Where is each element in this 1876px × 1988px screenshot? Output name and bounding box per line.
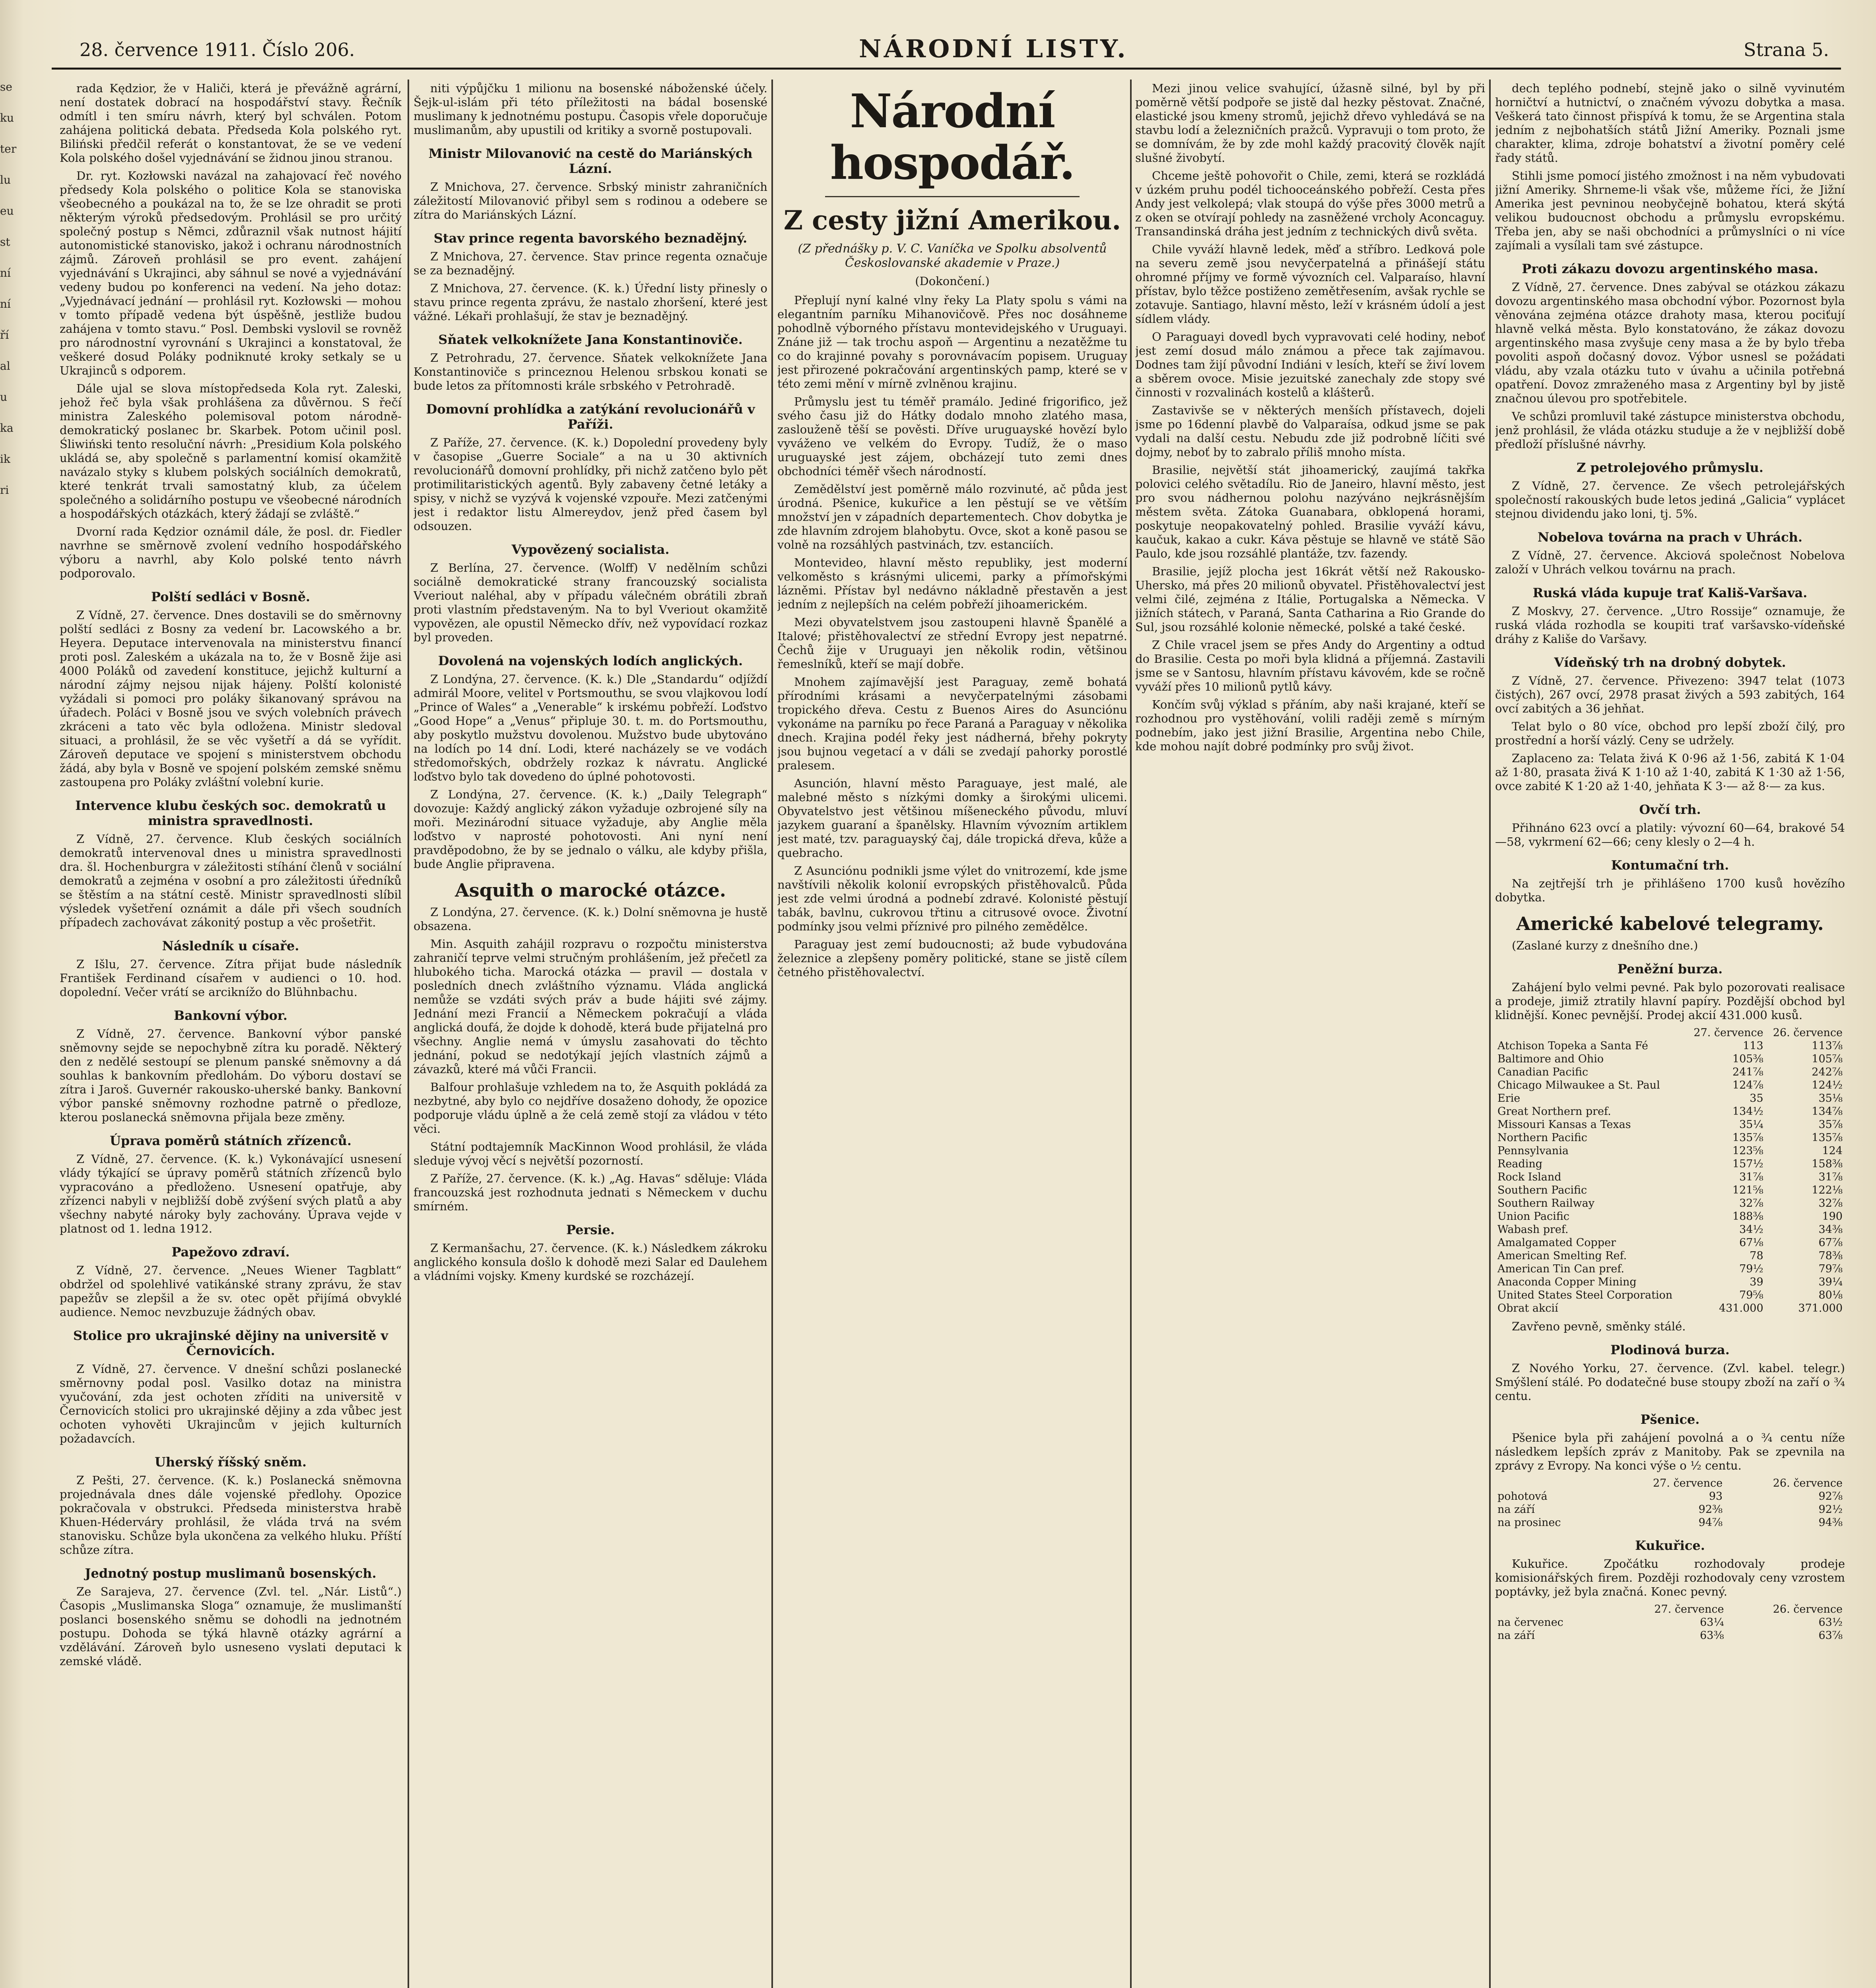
table-cell: Southern Pacific [1497, 1184, 1587, 1196]
table-cell: 113 [1743, 1040, 1763, 1052]
table-cell: 124 [1822, 1145, 1843, 1157]
table-cell: 241⅞ [1732, 1066, 1763, 1078]
section-heading: Plodinová burza. [1610, 1342, 1730, 1357]
paragraph: dech teplého podnebí, stejně jako o silně vyvinutém horničtví a hutnictví, o značném vývozu dobytka a masa. Veškerá tato činnost přispívá k tomu, že se Argentina stala jedním z nejbohatších států Jižní Ameriky. Poznali jsme charakter, klima, zdroje bohatství a životní poměry celé řady států. [1495, 82, 1845, 165]
column-4 [1135, 82, 1485, 1988]
table-cell: Obrat akcií [1497, 1302, 1558, 1314]
table-header: 27. července [1654, 1603, 1724, 1615]
paragraph: Zastavivše se v některých menších přístavech, dojeli jsme po 16denní plavbě do Valparaísa, odkud jsme se pak vydali na další cestu. Nebudu zde již podrobně líčiti své dojmy, neboť by to zabralo příliš mnoho místa. [1135, 404, 1485, 459]
section-heading: Uherský říšský sněm. [155, 1454, 307, 1470]
column-rule [771, 80, 773, 1988]
section-heading: Vídeňský trh na drobný dobytek. [1554, 655, 1786, 670]
table-row [1495, 1171, 1845, 1184]
table-cell: 67⅛ [1739, 1237, 1763, 1249]
edge-fragment: ik [0, 452, 10, 466]
edge-fragment: ri [0, 483, 9, 497]
edge-fragment: ku [0, 111, 14, 124]
column-rule [1130, 80, 1132, 1988]
paragraph: Paraguay jest zemí budoucnosti; až bude vybudována železnice a zlepšeny poměry politické, stane se jistě cílem četného přistěhovalectví. [777, 938, 1127, 979]
table-header: 26. července [1773, 1027, 1843, 1039]
table-cell: United States Steel Corporation [1497, 1289, 1673, 1301]
table-cell: Pennsylvania [1497, 1145, 1569, 1157]
paragraph: Z Išlu, 27. července. Zítra přijat bude následník František Ferdinand císařem v audienci o 10. hod. dopolední. Večer vrátí se arciknížo do Blühnbachu. [60, 957, 402, 999]
masthead: NÁRODNÍ LISTY. [859, 34, 1128, 63]
table-cell: Canadian Pacific [1497, 1066, 1589, 1078]
table-row [1495, 1066, 1845, 1079]
section-heading: Vypovězený socialista. [511, 542, 670, 557]
edge-fragment: ří [0, 328, 9, 342]
edge-fragment: al [0, 359, 10, 373]
paragraph: Z Vídně, 27. července. Klub českých sociálních demokratů intervenoval dnes u ministra spravedlnosti dra. šl. Hochenburgra v záležitosti stíhání členů v sociální demokratů a zejména v osobní a pro záležitosti úředníků se štěstím a na státní cestě. Ministr spravedlnosti slíbil výsledek vyšetření oznámit a dále při všech soudních případech zachovávat zákonitý postup a věc prošetřit. [60, 832, 402, 929]
table-row [1495, 1223, 1845, 1236]
paragraph: Z Paříže, 27. července. (K. k.) Dopolední provedeny byly v časopise „Guerre Sociale“ a na u 30 aktivních revolucionářů domovní prohlídky, při nichž zatčeno bylo pět protimilitaristických agentů. Byly zabaveny četné letáky a spisy, v nichž se vyzývá k vojenské vzpouře. Mezi zatčenými jest i redaktor listu Almereydov, jenž před časem byl odsouzen. [414, 436, 767, 533]
edge-fragment: ní [0, 266, 11, 280]
table-cell: 31⅞ [1739, 1171, 1763, 1183]
column-rule [1489, 80, 1491, 1988]
paragraph: Balfour prohlašuje vzhledem na to, že Asquith pokládá za nezbytné, aby bylo co nejdříve dosaženo dohody, že opozice podporuje vládu úplně a že celá země stojí za vládou v této věci. [414, 1080, 767, 1136]
table-row [1495, 1276, 1845, 1289]
paragraph: Brasilie, jejíž plocha jest 16krát větší než Rakousko-Uhersko, má přes 20 milionů obyvatel. Přistěhovalectví jest velmi čilé, zejména z Itálie, Portugalska a Německa. V jižních státech, v Paraná, Santa Catharina a Rio Grande do Sul, jsou rozsáhlé kolonie německé, polské a také české. [1135, 565, 1485, 634]
table-header: 26. července [1773, 1477, 1843, 1489]
table-header: 27. července [1653, 1477, 1723, 1489]
table-row [1495, 1184, 1845, 1197]
paragraph: Dr. ryt. Kozłowski navázal na zahajovací řeč nového předsedy Kola polského o politice Kola se stanoviska všeobecného a poukázal na to, že se lze ohradit se proti některým výroků předsedovým. Prohlásil se pro určitý společný postup s Němci, zdůraznil však nutnost hájití autonomistické stanovisko, jakož i ochranu národnostních zájmů. Zároveň prohlásil se pro event. zahájení vyjednávání s Ukrajinci, aby sáhnul se nové a vyjednávání vedeny budou po konferenci na vedení. Na jeho dotaz: „Vyjednávací jednání — prohlásil ryt. Kozłowski — mohou v tomto případě vedena být úspěšně, jestliže budou zahájena v tomto stavu.“ Posl. Dembski vyslovil se rovněž pro národnostní vyrovnání s Ukrajinci a konstatoval, že veškeré dosud Poláky podniknuté kroky setkaly se u Ukrajinců s odporem. [60, 169, 402, 377]
paragraph: Končím svůj výklad s přáním, aby naši krajané, kteří se rozhodnou pro vystěhování, volili raději země s mírným podnebím, jako jest jižní Brasilie, Argentina nebo Chile, kde mohou najít dobré podmínky pro svůj život. [1135, 698, 1485, 753]
table-cell: 121⅝ [1732, 1184, 1763, 1196]
table-cell: Erie [1497, 1092, 1521, 1105]
paragraph: Státní podtajemník MacKinnon Wood prohlásil, že vláda sleduje vývoj věcí s největší pozorností. [414, 1140, 767, 1167]
quote-table [1495, 1477, 1845, 1529]
paragraph: Z Londýna, 27. července. (K. k.) Dle „Standardu“ odjíždí admirál Moore, velitel v Portsmouthu, se svou vlajkovou lodí „Prince of Wales“ a „Venerable“ k irskému pobřeží. Loďstvo „Good Hope“ a „Venus“ připluje 30. t. m. do Portsmouthu, aby poskytlo mužstvu dovolenou. Mužstvo bude ubytováno na lodích po 14 dní. Lodi, které nacházely se ve vodách středomořských, obdržely rozkaz k návratu. Anglické loďstvo bylo tak dovedeno do úplné pohotovosti. [414, 672, 767, 783]
paragraph: Z Mnichova, 27. července. (K. k.) Úřední listy přinesly o stavu prince regenta zprávu, že nastalo zhoršení, které jest vážné. Lékaři prohlašují, že stav je beznadějný. [414, 282, 767, 323]
page-number: Strana 5. [1744, 39, 1829, 60]
table-row [1495, 1629, 1845, 1642]
table-cell: 34⅜ [1818, 1223, 1843, 1236]
table-cell: 78⅜ [1818, 1250, 1843, 1262]
edge-fragment: ní [0, 297, 11, 311]
paragraph: Z Londýna, 27. července. (K. k.) „Daily Telegraph“ dovozuje: Každý anglický zákon vyžaduje ozbrojené síly na moři. Mezinárodní situace vyžaduje, aby Anglie měla loďstvo v naprosté pohotovosti. Ani nyní není pravděpodobno, že by se jednalo o válku, ale kdyby přišla, bude Anglie připravena. [414, 788, 767, 871]
paragraph: Z Vídně, 27. července. „Neues Wiener Tagblatt“ obdržel od spolehlivé vatikánské strany zprávu, že stav papežův se zlepšil a že sv. otec opět přijímá obvyklé audience. Nemoc nevzbuzuje žádných obav. [60, 1264, 402, 1319]
section-heading: Úprava poměrů státních zřízenců. [109, 1133, 352, 1148]
table-row [1495, 1490, 1845, 1503]
table-cell: 31⅞ [1818, 1171, 1843, 1183]
paragraph: Z Petrohradu, 27. července. Sňatek velkoknížete Jana Konstantinoviče s princeznou Helenou srbskou konati se bude letos za přítomnosti krále srbského v Petrohradě. [414, 351, 767, 392]
table-cell: 63⅞ [1818, 1629, 1843, 1642]
table-cell: 190 [1822, 1210, 1843, 1223]
paragraph: Ve schůzi promluvil také zástupce ministerstva obchodu, jenž prohlásil, že vláda otázku studuje a že v nejbližší době předloží příslušné návrhy. [1495, 410, 1845, 451]
table-cell: Anaconda Copper Mining [1497, 1276, 1637, 1288]
section-heading: Stav prince regenta bavorského beznadějný. [433, 231, 748, 246]
section-heading: Jednotný postup muslimanů bosenských. [85, 1566, 377, 1581]
paragraph: Zahájení bylo velmi pevné. Pak bylo pozorovati realisace a prodeje, jimiž ztratily hlavní papíry. Pozdější obchod byl klidnější. Konec pevnější. Prodej akcií 431.000 kusů. [1495, 980, 1845, 1022]
table-cell: 79⅝ [1739, 1289, 1763, 1301]
table-row [1495, 1105, 1845, 1118]
table-cell: 135⅞ [1732, 1132, 1763, 1144]
table-cell: Union Pacific [1497, 1210, 1569, 1223]
paragraph: Dále ujal se slova místopředseda Kola ryt. Zaleski, jehož řeč byla však prohlášena za důvěrnou. S řečí ministra Zaleského polemisoval potom národně-demokratický poslanec br. Skarbek. Potom učinil posl. Śliwiński tento resoluční návrh: „Presidium Kola polského ukládá se, aby společně s parlamentní komisí okamžitě navázalo styky s klubem polských sociálních demokratů, které tenkrát trvali samostatný klub, za účelem společného a solidárního postupu ve všeobecné národních a hospodářských otázkách, který žádají se zvláště.“ [60, 382, 402, 520]
paragraph: Z Mnichova, 27. července. Srbský ministr zahraničních záležitostí Milovanović přibyl sem s rodinou a odebere se zítra do Mariánských Lázní. [414, 180, 767, 221]
date-issue: 28. července 1911. Číslo 206. [80, 39, 355, 60]
table-row [1495, 1092, 1845, 1105]
page-header [52, 32, 1841, 70]
column-3 [777, 82, 1127, 1988]
table-cell: Wabash pref. [1497, 1223, 1569, 1236]
paragraph: Z Vídně, 27. července. (K. k.) Vykonávající usnesení vlády týkající se úpravy poměrů státních zřízenců bylo vypracováno a předloženo. Usnesení opatřuje, aby zřízenci nabyli v nejbližší době zvýšení svých platů a aby všechny nabyté nároky byly zachovány. Úprava vejde v platnost od 1. ledna 1912. [60, 1152, 402, 1235]
section-title: Národní hospodář. [830, 84, 1075, 190]
table-header: 27. července [1693, 1027, 1763, 1039]
edge-fragment: ka [0, 421, 14, 435]
table-cell: 78 [1750, 1250, 1763, 1262]
section-heading: Pšenice. [1640, 1412, 1700, 1427]
paragraph: Z Berlína, 27. července. (Wolff) V nedělním schůzi sociálně demokratické strany francouzský socialista Vveriout naléhal, aby v případu válečném obrátili zbraň proti vlastním představeným. Na to byl Vveriout okamžitě vypovězen, ale opustil Německo dřív, než vypovídací rozkaz byl proveden. [414, 561, 767, 644]
column-1 [60, 82, 402, 1988]
table-row [1495, 1157, 1845, 1171]
edge-fragment: u [0, 390, 8, 404]
edge-fragment: st [0, 235, 10, 248]
paragraph: Z Vídně, 27. července. Ze všech petrolejářských společností rakouských bude letos jediná „Galicia“ vyplácet stejnou dividendu jako loni, tj. 5%. [1495, 479, 1845, 520]
table-cell: 124½ [1812, 1079, 1843, 1091]
column-5 [1495, 82, 1845, 1988]
section-heading: Nobelova továrna na prach v Uhrách. [1537, 530, 1803, 545]
paragraph: Z Vídně, 27. července. Přivezeno: 3947 telat (1073 čistých), 267 ovcí, 2978 prasat živých a 593 zabitých, 164 ovcí zabitých a 36 jehňat. [1495, 674, 1845, 715]
table-header [1495, 1603, 1608, 1616]
table-row [1495, 1079, 1845, 1092]
table-cell: 35¼ [1739, 1118, 1763, 1131]
table-cell: Missouri Kansas a Texas [1497, 1118, 1631, 1131]
table-cell: na prosinec [1497, 1516, 1561, 1529]
table-cell: Chicago Milwaukee a St. Paul [1497, 1079, 1660, 1091]
quote-table [1495, 1603, 1845, 1642]
section-heading: Asquith o marocké otázce. [455, 879, 726, 901]
paragraph: Ze Sarajeva, 27. července (Zvl. tel. „Nár. Listů“.) Časopis „Muslimanska Sloga“ oznamuje, že muslimanští poslanci bosenského sněmu se dohodli na jednotném postupu. Dohoda se týká hlavně otázky agrární a vzdělávání. Zároveň bylo usneseno vyslati deputaci k zemské vládě. [60, 1585, 402, 1668]
table-cell: pohotová [1497, 1490, 1548, 1503]
paragraph: Přihnáno 623 ovcí a platily: vývozní 60—64, brakové 54—58, vykrmení 62—66; ceny klesly o 2—4 h. [1495, 821, 1845, 848]
article-body [777, 293, 1127, 979]
table-cell: Reading [1497, 1158, 1542, 1170]
table-cell: 158⅜ [1812, 1158, 1843, 1170]
table-cell: 32⅞ [1818, 1197, 1843, 1209]
table-cell: 134½ [1732, 1105, 1763, 1118]
paragraph: Zaplaceno za: Telata živá K 0·96 až 1·56, zabitá K 1·04 až 1·80, prasata živá K 1·10 až 1·40, zabitá K 1·30 až 1·56, ovce zabité K 1·20 až 1·40, jehňata K 3·— až 8·— za kus. [1495, 751, 1845, 793]
paragraph: Min. Asquith zahájil rozpravu o rozpočtu ministerstva zahraničí teprve velmi stručným prohlášením, jež přečetl za hlubokého ticha. Marocká otázka — pravil — dostala v posledních dnech zvláštního významu. Vláda anglická nemůže se vzdáti svých práv a bude hájiti své zájmy. Jednání mezi Francií a Německem pokračují a vláda anglická doufá, že dojde k dohodě, která bude přijatelná pro všechny. Anglie nemá v úmyslu zasahovati do těchto jednání, pokud se nedotýkají jejích vlastních zájmů a závazků, které má vůči Francii. [414, 937, 767, 1076]
table-cell: American Tin Can pref. [1497, 1263, 1624, 1275]
article-byline: (Z přednášky p. V. C. Vaníčka ve Spolku absolventů Českoslovanské akademie v Praze.) [798, 242, 1107, 270]
table-header: 26. července [1773, 1603, 1843, 1615]
table-cell: 92⅜ [1698, 1503, 1723, 1516]
paragraph: Z Vídně, 27. července. V dnešní schůzi poslanecké směrnovny podal posl. Vasilko dotaz na ministra vyučování, zda jest ochoten zříditi na universitě v Černovicích stolici pro ukrajinské dějiny a zda vůbec jest ochoten vyhověti Ukrajincům v jejich kulturních požadavcích. [60, 1362, 402, 1445]
paragraph: Mnohem zajímavější jest Paraguay, země bohatá přírodními krásami a nevyčerpatelnými zásobami tropického dřeva. Cestu z Buenos Aires do Asunciónu vykonáme na parníku po řece Paraná a Paraguay v několika dnech. Krajina podél řeky jest nádherná, břehy pokryty jsou bujnou vegetací a v dáli se zvedají pahorky porostlé pralesem. [777, 675, 1127, 772]
paragraph: O Paraguayi dovedl bych vypravovati celé hodiny, neboť jest zemí dosud málo známou a přece tak zajímavou. Dodnes tam žijí původní Indiáni v lesích, kteří se živí lovem a sběrem ovoce. Misie jezuitské zanechaly zde stopy své činnosti v rozvalinách kostelů a klášterů. [1135, 330, 1485, 399]
paragraph: Mezi jinou velice svahující, úžasně silné, byl by při poměrně větší podpoře se jistě dal hezky pěstovat. Značné, elastické jsou kmeny stromů, jejichž dřevo vyhledává se na stavbu lodí a železničních pražců. Vypravuji o tom proto, že se domnívám, že by zde mohl každý pracovitý člověk najít slušné živobytí. [1135, 82, 1485, 165]
section-heading: Kukuřice. [1635, 1538, 1705, 1553]
table-cell: 35⅛ [1818, 1092, 1843, 1105]
paragraph: niti výpůjčku 1 milionu na bosenské náboženské účely. Šejk-ul-islám při této příležitosti na bádal bosenské muslimany k jednotnému postupu. Časopis vřele doporučuje muslimanům, aby upustili od kritiky a svorně postupovali. [414, 82, 767, 137]
divider [825, 196, 1080, 197]
paragraph: Z Moskvy, 27. července. „Utro Rossije“ oznamuje, že ruská vláda rozhodla se koupiti trať varšavsko-vídeňské dráhy z Kališe do Varšavy. [1495, 604, 1845, 646]
edge-fragment: ter [0, 142, 17, 155]
table-row [1495, 1249, 1845, 1262]
section-heading: Ruská vláda kupuje trať Kališ-Varšava. [1532, 585, 1808, 600]
table-cell: Baltimore and Ohio [1497, 1053, 1604, 1065]
table-row [1495, 1289, 1845, 1302]
paragraph: Z Asunciónu podnikli jsme výlet do vnitrozemí, kde jsme navštívili několik kolonií evropských přistěhovalců. Půda jest zde velmi úrodná a podnebí zdravé. Kolonisté pěstují tabák, bavlnu, cukrovou třtinu a citrusové ovoce. Životní podmínky jsou velmi příznivé pro pilného zemědělce. [777, 864, 1127, 933]
section-heading: Z petrolejového průmyslu. [1577, 460, 1763, 475]
table-cell: 113⅞ [1812, 1040, 1843, 1052]
section-heading: Ministr Milovanović na cestě do Mariánských Lázní. [428, 146, 753, 176]
table-header [1495, 1477, 1605, 1490]
paragraph: Na zejtřejší trh je přihlášeno 1700 kusů hovězího dobytka. [1495, 877, 1845, 904]
table-cell: Rock Island [1497, 1171, 1561, 1183]
paragraph: Z Vídně, 27. července. Dnes dostavili se do směrnovny polští sedláci z Bosny za vedení br. Lacowského a br. Heyera. Deputace intervenovala na ministerstvu financí proti posl. Zaleském a ukázala na to, že v Bosně žije asi 4000 Poláků od zavedení konstituce, jejichž kulturní a národní zájmy nejsou nijak hájeny. Polští kolonisté vyžádali si pomoci pro poláky šikanovaný správou na úřadech. Poláci v Bosně jsou ve svých volebních právech zkráceni a tato věc byla odložena. Ministr sledoval situaci, a prohlásil, že se věc vyšetří a dá se vyřídit. Zároveň deputace ve spojení s ministerstvem obchodu žádá, aby byla v Bosně ve spojení polském zemské sněmu zastoupena pro Poláky zvláštní volební kurie. [60, 608, 402, 789]
paragraph: Průmyslu jest tu téměř pramálo. Jediné frigorifico, jež svého času již do Hátky dodalo mnoho zlatého masa, zaslouženě těší se pověsti. Dříve uruguayské hovězí bylo vyváženo ve velkém do Evropy. Tudíž, že o maso uruguayské jest zájem, obcházejí tuto zemi dnes obchodníci téměř všech národností. [777, 395, 1127, 478]
table-row [1495, 1039, 1845, 1052]
table-row [1495, 1144, 1845, 1157]
section-heading: Kontumační trh. [1611, 858, 1729, 873]
section-heading: Dovolená na vojenských lodích anglických. [438, 653, 743, 668]
table-row [1495, 1503, 1845, 1516]
market-note: Zavřeno pevně, směnky stálé. [1512, 1320, 1686, 1333]
table-cell: 63⅜ [1700, 1629, 1724, 1642]
paragraph: Z Chile vracel jsem se přes Andy do Argentiny a odtud do Brasilie. Cesta po moři byla klidná a příjemná. Zastavili jsme se v Santosu, hlavním přístavu kávovém, kde se ročně vyváží přes 10 milionů pytlů kávy. [1135, 638, 1485, 693]
paragraph: Z Pešti, 27. července. (K. k.) Poslanecká sněmovna projednávala dnes dále vojenské předlohy. Opozice pokračovala v obstrukci. Předseda ministerstva hrabě Khuen-Héderváry prohlásil, že vláda trvá na svém stanovisku. Schůze byla ukončena za velkého hluku. Příští schůze zítra. [60, 1474, 402, 1557]
table-cell: 32⅞ [1739, 1197, 1763, 1209]
paragraph: Kukuřice. Zpočátku rozhodovaly prodeje komisionářských firem. Později rozhodovaly ceny vzrostem poptávky, jež byla značná. Konec pevný. [1495, 1557, 1845, 1598]
section-heading: Ovčí trh. [1639, 802, 1701, 817]
paragraph: Chceme ještě pohovořit o Chile, zemi, která se rozkládá v úzkém pruhu podél tichooceánského pobřeží. Cesta přes Andy jest velkolepá; vlak stoupá do výše přes 3000 metrů a z oken se otvírají pohledy na zasněžené vrcholy Aconcaguy. Transandinská dráha jest jedním z technických divů světa. [1135, 169, 1485, 238]
edge-fragment: se [0, 80, 12, 93]
table-row [1495, 1210, 1845, 1223]
paragraph: Zemědělství jest poměrně málo rozvinuté, ač půda jest úrodná. Pšenice, kukuřice a len pěstují se ve větším množství jen v západních departementech. Chov dobytka je zde hlavním zdrojem blahobytu. Ovce, skot a koně pasou se volně na rozsáhlých pastvinách, tzv. estanciích. [777, 482, 1127, 551]
table-row [1495, 1236, 1845, 1249]
table-cell: Atchison Topeka a Santa Fé [1497, 1040, 1649, 1052]
paragraph: Asunción, hlavní město Paraguaye, jest malé, ale malebné město s nízkými domky a širokými ulicemi. Obyvatelstvo jest většinou míšeneckého původu, mluví jazykem guaraní a španělsky. Hlavním vývozním artiklem jest maté, tzv. paraguayský čaj, dále tropická dřeva, kůže a quebracho. [777, 777, 1127, 860]
paragraph: Z Paříže, 27. července. (K. k.) „Ag. Havas“ sděluje: Vláda francouzská jest rozhodnuta jednati s Německem v duchu smírném. [414, 1172, 767, 1213]
table-cell: 34½ [1739, 1223, 1763, 1236]
table-cell: 371.000 [1798, 1302, 1843, 1314]
table-header [1495, 1026, 1686, 1039]
table-row [1495, 1516, 1845, 1529]
section-heading: Následník u císaře. [162, 938, 299, 953]
paragraph: Montevideo, hlavní město republiky, jest moderní velkoměsto s krásnými ulicemi, parky a přímořskými lázněmi. Přístav byl nedávno nákladně přestavěn a jest jedním z nejlepších na celém pobřeží jihoamerickém. [777, 556, 1127, 611]
table-row [1495, 1262, 1845, 1276]
table-cell: na září [1497, 1503, 1535, 1516]
table-cell: 134⅞ [1812, 1105, 1843, 1118]
table-cell: 67⅞ [1818, 1237, 1843, 1249]
table-cell: 105⅜ [1732, 1053, 1763, 1065]
table-row [1495, 1118, 1845, 1131]
table-cell: 431.000 [1719, 1302, 1763, 1314]
table-cell: 94⅜ [1818, 1516, 1843, 1529]
table-row [1495, 1131, 1845, 1144]
table-cell: 35 [1750, 1092, 1763, 1105]
table-cell: 135⅞ [1812, 1132, 1843, 1144]
paragraph: Mezi obyvatelstvem jsou zastoupeni hlavně Španělé a Italové; přistěhovalectví ze střední Evropy jest nepatrné. Čechů žije v Uruguayi jen několik rodin, většinou řemeslníků, kteří se mají dobře. [777, 615, 1127, 671]
table-cell: American Smelting Ref. [1497, 1250, 1627, 1262]
table-cell: 35⅞ [1818, 1118, 1843, 1131]
table-cell: Great Northern pref. [1497, 1105, 1611, 1118]
paragraph: Z Londýna, 27. července. (K. k.) Dolní sněmovna je hustě obsazena. [414, 905, 767, 933]
paragraph: Z Vídně, 27. července. Dnes zabýval se otázkou zákazu dovozu argentinského masa obchodní výbor. Pozornost byla věnována zejména otázce drahoty masa, kterou pociťují hlavně velká města. Bylo konstatováno, že zákaz dovozu argentinského masa zvyšuje ceny masa a že by bylo třeba povoliti aspoň dočasný dovoz. Výbor usnesl se požádati vládu, aby vzala otázku tuto v úvahu a učinila potřebná opatření. Dovoz zmraženého masa z Argentiny byl by jistě značnou úlevou pro spotřebitele. [1495, 280, 1845, 405]
section-heading: Bankovní výbor. [174, 1008, 287, 1023]
table-cell: 188⅜ [1732, 1210, 1763, 1223]
paragraph: Z Kermanšachu, 27. července. (K. k.) Následkem zákroku anglického konsula došlo k dohodě mezi Salar ed Daulehem a vládními vojsky. Kmeny kurdské se rozcházejí. [414, 1241, 767, 1283]
paragraph: Z Nového Yorku, 27. července. (Zvl. kabel. telegr.) Smýšlení stálé. Po dodatečné buse stoupy zboží na zaří o ¾ centu. [1495, 1361, 1845, 1403]
table-cell: 123⅝ [1732, 1145, 1763, 1157]
section-heading: Americké kabelové telegramy. [1516, 913, 1824, 934]
table-cell: 80⅛ [1818, 1289, 1843, 1301]
edge-fragment: lu [0, 173, 11, 186]
section-heading: Stolice pro ukrajinské dějiny na universitě v Černovicích. [73, 1328, 388, 1358]
section-heading: Peněžní burza. [1617, 961, 1723, 977]
paragraph: Přeplují nyní kalné vlny řeky La Platy spolu s vámi na elegantním parníku Mihanovičově. Přes noc dosáhneme pohodlně výborného přístavu montevidejského v Uruguayi. Znáne již — tak trochu aspoň — Argentinu a nezatěžme tu co do krajinné povahy s porovnávacím popisem. Uruguay jest přirozené pokračování argentinských pamp, které se v této zemi mění v mírně zvlněnou krajinu. [777, 293, 1127, 390]
table-cell: 242⅞ [1812, 1066, 1843, 1078]
table-cell: na červenec [1497, 1616, 1563, 1629]
table-cell: 93 [1709, 1490, 1723, 1503]
paragraph: Stihli jsme pomocí jistého zmožnost i na něm vybudovati jižní Ameriky. Shrneme-li však vše, můžeme říci, že Jižní Amerika jest pevninou neobyčejně bohatou, která skýtá velikou budoucnost obchodu a průmyslu evropskému. Třeba jen, aby se naši obchodníci a průmyslníci o ni více zajímali a vysílali tam své zástupce. [1495, 169, 1845, 252]
paragraph: Z Mnichova, 27. července. Stav prince regenta označuje se za beznadějný. [414, 250, 767, 277]
table-cell: 105⅞ [1812, 1053, 1843, 1065]
table-row [1495, 1197, 1845, 1210]
table-cell: 63¼ [1700, 1616, 1724, 1629]
column-rule [408, 80, 409, 1988]
paragraph: Telat bylo o 80 více, obchod pro lepší zboží čilý, pro prostřední a horší vázlý. Ceny se udržely. [1495, 720, 1845, 747]
paragraph: Brasilie, největší stát jihoamerický, zaujímá takřka polovici celého světadílu. Rio de Janeiro, hlavní město, jest pro svou nádhernou polohu nazýváno nejkrásnějším městem světa. Zátoka Guanabara, obklopená horami, poskytuje neopakovatelný pohled. Brasilie vyváží kávu, kaučuk, kakao a cukr. Káva pěstuje se hlavně ve státě São Paulo, kde jsou rozsáhlé plantáže, tzv. fazendy. [1135, 463, 1485, 560]
section-heading: Proti zákazu dovozu argentinského masa. [1522, 261, 1818, 276]
edge-fragment: eu [0, 204, 14, 217]
table-cell: 94⅞ [1698, 1516, 1723, 1529]
table-cell: 79½ [1739, 1263, 1763, 1275]
paragraph: rada Kędzior, že v Haliči, která je převážně agrární, není dostatek dobrací na hospodářství stavy. Řečník odmítl i ten smíru návrh, který byl schválen. Potom zahájena politická debata. Předseda Kola polského ryt. Biliński předčil referát o konstantovat, že se ve vedení Kola polského došel vyjednávání se židnou jinou stranou. [60, 82, 402, 165]
table-cell: 122⅛ [1812, 1184, 1843, 1196]
table-cell: 39¼ [1818, 1276, 1843, 1288]
table-cell: 39 [1750, 1276, 1763, 1288]
table-cell: 124⅞ [1732, 1079, 1763, 1091]
table-cell: Southern Railway [1497, 1197, 1595, 1209]
paragraph: Z Vídně, 27. července. Bankovní výbor panské sněmovny sejde se nepochybně zítra ku poradě. Některý den z nedělé sestoupí se plenum panské sněmovny a dá souhlas k bankovním předlohám. Do výboru dostaví se zítra i Jaroš. Guvernér rakousko-uherské banky. Bankovní výbor panské sněmovny rozhodne patrně o předloze, kterou poslanecká sněmovna přijala beze změny. [60, 1027, 402, 1124]
table-row [1495, 1302, 1845, 1315]
table-cell: 92⅞ [1818, 1490, 1843, 1503]
adjacent-page-edge [0, 72, 24, 1582]
section-heading: Domovní prohlídka a zatýkání revolucionářů v Paříži. [426, 402, 755, 432]
paragraph: Pšenice byla při zahájení povolná a o ¾ centu níže následkem lepších zpráv z Manitoby. Pak se zpevnila na zprávy z Evropy. Na konci výše o ½ centu. [1495, 1431, 1845, 1472]
quote-table [1495, 1026, 1845, 1315]
continuation-note: (Dokončení.) [915, 274, 990, 288]
article-title: Z cesty jižní Amerikou. [783, 205, 1121, 236]
table-cell: 157½ [1732, 1158, 1763, 1170]
section-heading: Sňatek velkoknížete Jana Konstantinoviče. [438, 332, 743, 347]
table-cell: 79⅞ [1818, 1263, 1843, 1275]
section-heading: Papežovo zdraví. [171, 1244, 290, 1260]
table-cell: 92½ [1818, 1503, 1843, 1516]
table-row [1495, 1616, 1845, 1629]
table-row [1495, 1052, 1845, 1066]
column-2 [414, 82, 767, 1988]
paragraph: Dvorní rada Kędzior oznámil dále, že posl. dr. Fiedler navrhne se směrnově zvolení vedního hospodářského výboru a navrhl, aby Kolo polské tento návrh podporovalo. [60, 525, 402, 580]
table-cell: na září [1497, 1629, 1535, 1642]
paragraph: (Zaslané kurzy z dnešního dne.) [1512, 939, 1698, 952]
section-heading: Intervence klubu českých soc. demokratů u ministra spravedlnosti. [75, 798, 386, 828]
table-cell: Amalgamated Copper [1497, 1237, 1616, 1249]
paragraph: Z Vídně, 27. července. Akciová společnost Nobelova založí v Uhrách velkou továrnu na prach. [1495, 549, 1845, 576]
table-cell: 63½ [1818, 1616, 1843, 1629]
table-cell: Northern Pacific [1497, 1132, 1587, 1144]
section-heading: Polští sedláci v Bosně. [151, 589, 311, 604]
paragraph: Chile vyváží hlavně ledek, měď a stříbro. Ledková pole na severu země jsou nevyčerpatelná a přinášejí státu ohromné příjmy ve formě vývozních cel. Valparaíso, hlavní přístav, bylo těžce postiženo zemětřesením, avšak rychle se zotavuje. Santiago, hlavní město, leží v krásném údolí a jest sídlem vlády. [1135, 243, 1485, 326]
section-heading: Persie. [566, 1222, 615, 1237]
